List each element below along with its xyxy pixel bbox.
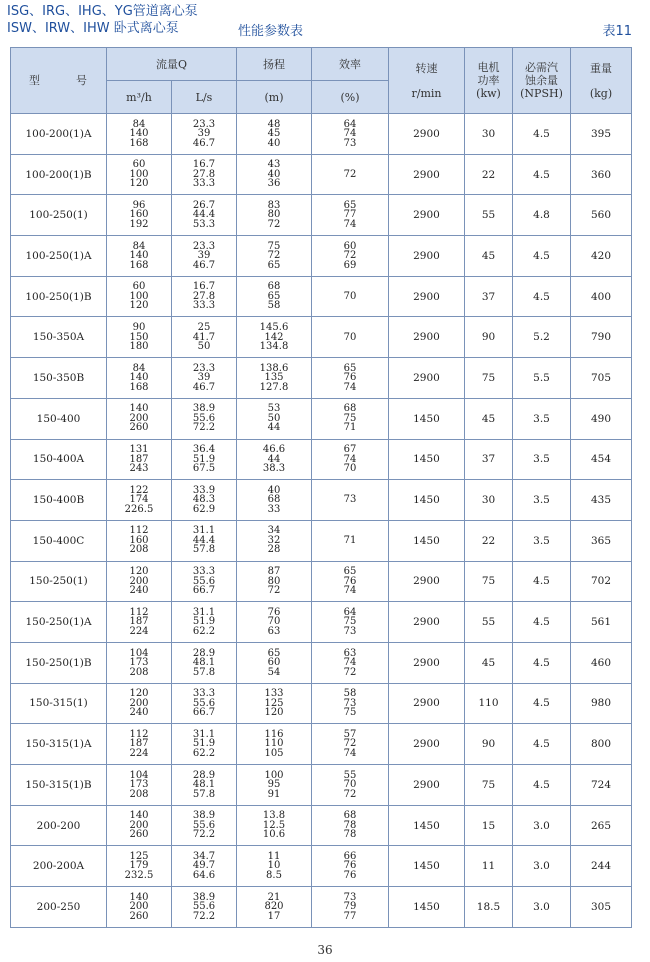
cell-head: 21 820 17 xyxy=(237,887,312,928)
cell-flow-m3h: 96 160 192 xyxy=(107,195,172,236)
cell-speed: 2900 xyxy=(389,724,465,765)
cell-flow-m3h: 112 160 208 xyxy=(107,520,172,561)
cell-weight: 435 xyxy=(571,480,632,521)
cell-motor-power: 15 xyxy=(465,805,513,846)
cell-motor-power: 45 xyxy=(465,642,513,683)
cell-head: 133 125 120 xyxy=(237,683,312,724)
cell-head: 116 110 105 xyxy=(237,724,312,765)
cell-speed: 2900 xyxy=(389,683,465,724)
table-subtitle: 性能参数表 xyxy=(238,24,304,39)
cell-flow-ls: 38.9 55.6 72.2 xyxy=(172,887,237,928)
cell-motor-power: 45 xyxy=(465,236,513,277)
cell-flow-ls: 33.3 55.6 66.7 xyxy=(172,683,237,724)
cell-npsh: 4.5 xyxy=(513,114,571,155)
cell-npsh: 4.5 xyxy=(513,642,571,683)
cell-motor-power: 90 xyxy=(465,317,513,358)
cell-flow-m3h: 120 200 240 xyxy=(107,561,172,602)
cell-head: 11 10 8.5 xyxy=(237,846,312,887)
cell-model: 150-315(1) xyxy=(11,683,107,724)
cell-motor-power: 75 xyxy=(465,561,513,602)
cell-speed: 2900 xyxy=(389,236,465,277)
cell-flow-m3h: 90 150 180 xyxy=(107,317,172,358)
cell-weight: 305 xyxy=(571,887,632,928)
cell-model: 150-350A xyxy=(11,317,107,358)
cell-flow-m3h: 140 200 260 xyxy=(107,398,172,439)
cell-head: 40 68 33 xyxy=(237,480,312,521)
cell-efficiency: 57 72 74 xyxy=(312,724,389,765)
table-row xyxy=(11,317,632,358)
cell-flow-m3h: 125 179 232.5 xyxy=(107,846,172,887)
cell-head: 145.6 142 134.8 xyxy=(237,317,312,358)
cell-flow-ls: 33.9 48.3 62.9 xyxy=(172,480,237,521)
cell-motor-power: 90 xyxy=(465,724,513,765)
col-header-flow-ls: L/s xyxy=(172,81,237,114)
cell-npsh: 3.0 xyxy=(513,846,571,887)
cell-weight: 400 xyxy=(571,276,632,317)
cell-efficiency: 60 72 69 xyxy=(312,236,389,277)
table-number: 表11 xyxy=(602,24,632,39)
cell-head: 53 50 44 xyxy=(237,398,312,439)
cell-flow-ls: 28.9 48.1 57.8 xyxy=(172,642,237,683)
col-header-flow-m3h: m³/h xyxy=(107,81,172,114)
cell-flow-ls: 38.9 55.6 72.2 xyxy=(172,805,237,846)
cell-motor-power: 11 xyxy=(465,846,513,887)
cell-efficiency: 65 76 74 xyxy=(312,561,389,602)
cell-speed: 1450 xyxy=(389,805,465,846)
cell-flow-ls: 31.1 51.9 62.2 xyxy=(172,724,237,765)
col-header-motor-power: 电机 功率 (kw) xyxy=(465,48,513,114)
cell-model: 100-250(1) xyxy=(11,195,107,236)
catalog-title xyxy=(7,3,198,37)
cell-motor-power: 30 xyxy=(465,114,513,155)
cell-speed: 2900 xyxy=(389,154,465,195)
cell-motor-power: 45 xyxy=(465,398,513,439)
table-row xyxy=(11,358,632,399)
cell-flow-ls: 31.1 44.4 57.8 xyxy=(172,520,237,561)
cell-motor-power: 22 xyxy=(465,154,513,195)
cell-head: 65 60 54 xyxy=(237,642,312,683)
cell-model: 150-400A xyxy=(11,439,107,480)
cell-flow-m3h: 122 174 226.5 xyxy=(107,480,172,521)
cell-flow-ls: 28.9 48.1 57.8 xyxy=(172,765,237,806)
cell-motor-power: 55 xyxy=(465,602,513,643)
table-row xyxy=(11,683,632,724)
table-row xyxy=(11,602,632,643)
cell-weight: 980 xyxy=(571,683,632,724)
cell-model: 200-200A xyxy=(11,846,107,887)
table-row xyxy=(11,114,632,155)
cell-head: 68 65 58 xyxy=(237,276,312,317)
cell-npsh: 5.2 xyxy=(513,317,571,358)
cell-flow-m3h: 60 100 120 xyxy=(107,276,172,317)
cell-efficiency: 65 76 74 xyxy=(312,358,389,399)
cell-npsh: 4.5 xyxy=(513,683,571,724)
cell-model: 150-250(1)B xyxy=(11,642,107,683)
cell-head: 87 80 72 xyxy=(237,561,312,602)
col-header-head: 扬程 xyxy=(237,48,312,81)
cell-model: 200-250 xyxy=(11,887,107,928)
cell-efficiency: 71 xyxy=(312,520,389,561)
cell-efficiency: 68 78 78 xyxy=(312,805,389,846)
cell-model: 150-250(1)A xyxy=(11,602,107,643)
cell-npsh: 4.5 xyxy=(513,276,571,317)
cell-motor-power: 18.5 xyxy=(465,887,513,928)
cell-head: 83 80 72 xyxy=(237,195,312,236)
cell-weight: 705 xyxy=(571,358,632,399)
cell-speed: 1450 xyxy=(389,480,465,521)
cell-efficiency: 67 74 70 xyxy=(312,439,389,480)
cell-motor-power: 75 xyxy=(465,358,513,399)
cell-model: 150-250(1) xyxy=(11,561,107,602)
cell-flow-ls: 25 41.7 50 xyxy=(172,317,237,358)
cell-flow-ls: 31.1 51.9 62.2 xyxy=(172,602,237,643)
cell-flow-m3h: 112 187 224 xyxy=(107,724,172,765)
cell-speed: 2900 xyxy=(389,561,465,602)
table-row xyxy=(11,195,632,236)
cell-flow-m3h: 120 200 240 xyxy=(107,683,172,724)
cell-flow-m3h: 140 200 260 xyxy=(107,887,172,928)
cell-weight: 265 xyxy=(571,805,632,846)
cell-weight: 490 xyxy=(571,398,632,439)
cell-flow-ls: 34.7 49.7 64.6 xyxy=(172,846,237,887)
cell-motor-power: 55 xyxy=(465,195,513,236)
table-row xyxy=(11,276,632,317)
cell-speed: 1450 xyxy=(389,887,465,928)
cell-npsh: 4.8 xyxy=(513,195,571,236)
cell-flow-ls: 26.7 44.4 53.3 xyxy=(172,195,237,236)
cell-npsh: 4.5 xyxy=(513,561,571,602)
cell-model: 100-250(1)A xyxy=(11,236,107,277)
cell-head: 48 45 40 xyxy=(237,114,312,155)
cell-npsh: 4.5 xyxy=(513,724,571,765)
cell-model: 150-400 xyxy=(11,398,107,439)
cell-flow-m3h: 84 140 168 xyxy=(107,358,172,399)
cell-npsh: 5.5 xyxy=(513,358,571,399)
table-row xyxy=(11,236,632,277)
title-line-2: ISW、IRW、IHW 卧式离心泵 xyxy=(7,21,179,36)
cell-weight: 561 xyxy=(571,602,632,643)
col-header-efficiency: 效率 xyxy=(312,48,389,81)
cell-head: 75 72 65 xyxy=(237,236,312,277)
cell-efficiency: 73 xyxy=(312,480,389,521)
cell-speed: 2900 xyxy=(389,358,465,399)
cell-flow-ls: 38.9 55.6 72.2 xyxy=(172,398,237,439)
cell-speed: 2900 xyxy=(389,276,465,317)
cell-speed: 1450 xyxy=(389,439,465,480)
cell-efficiency: 68 75 71 xyxy=(312,398,389,439)
cell-model: 200-200 xyxy=(11,805,107,846)
cell-efficiency: 65 77 74 xyxy=(312,195,389,236)
cell-model: 100-200(1)A xyxy=(11,114,107,155)
cell-weight: 790 xyxy=(571,317,632,358)
table-row xyxy=(11,724,632,765)
table-row xyxy=(11,439,632,480)
cell-speed: 2900 xyxy=(389,114,465,155)
cell-speed: 2900 xyxy=(389,642,465,683)
cell-flow-ls: 16.7 27.8 33.3 xyxy=(172,154,237,195)
cell-speed: 1450 xyxy=(389,398,465,439)
cell-efficiency: 72 xyxy=(312,154,389,195)
cell-flow-ls: 33.3 55.6 66.7 xyxy=(172,561,237,602)
cell-weight: 365 xyxy=(571,520,632,561)
cell-flow-ls: 36.4 51.9 67.5 xyxy=(172,439,237,480)
table-row xyxy=(11,520,632,561)
cell-flow-m3h: 84 140 168 xyxy=(107,114,172,155)
cell-weight: 724 xyxy=(571,765,632,806)
cell-weight: 395 xyxy=(571,114,632,155)
cell-weight: 360 xyxy=(571,154,632,195)
cell-motor-power: 75 xyxy=(465,765,513,806)
cell-efficiency: 66 76 76 xyxy=(312,846,389,887)
cell-model: 150-400B xyxy=(11,480,107,521)
cell-weight: 702 xyxy=(571,561,632,602)
cell-flow-ls: 23.3 39 46.7 xyxy=(172,358,237,399)
cell-efficiency: 70 xyxy=(312,276,389,317)
cell-weight: 454 xyxy=(571,439,632,480)
cell-npsh: 3.5 xyxy=(513,520,571,561)
cell-head: 46.6 44 38.3 xyxy=(237,439,312,480)
col-header-npsh: 必需汽 蚀余量 (NPSH) xyxy=(513,48,571,114)
cell-speed: 2900 xyxy=(389,317,465,358)
cell-motor-power: 110 xyxy=(465,683,513,724)
cell-npsh: 4.5 xyxy=(513,236,571,277)
cell-flow-m3h: 104 173 208 xyxy=(107,765,172,806)
col-header-head-unit: (m) xyxy=(237,81,312,114)
cell-head: 100 95 91 xyxy=(237,765,312,806)
cell-npsh: 3.5 xyxy=(513,480,571,521)
table-body xyxy=(11,114,632,928)
cell-weight: 560 xyxy=(571,195,632,236)
cell-npsh: 3.0 xyxy=(513,887,571,928)
table-row xyxy=(11,561,632,602)
cell-efficiency: 63 74 72 xyxy=(312,642,389,683)
cell-efficiency: 70 xyxy=(312,317,389,358)
cell-weight: 244 xyxy=(571,846,632,887)
cell-speed: 1450 xyxy=(389,846,465,887)
table-row xyxy=(11,154,632,195)
col-header-eff-unit: (%) xyxy=(312,81,389,114)
table-row xyxy=(11,765,632,806)
cell-model: 150-315(1)A xyxy=(11,724,107,765)
cell-head: 43 40 36 xyxy=(237,154,312,195)
cell-motor-power: 37 xyxy=(465,439,513,480)
cell-flow-m3h: 104 173 208 xyxy=(107,642,172,683)
cell-motor-power: 37 xyxy=(465,276,513,317)
cell-efficiency: 73 79 77 xyxy=(312,887,389,928)
cell-flow-m3h: 60 100 120 xyxy=(107,154,172,195)
table-row xyxy=(11,480,632,521)
cell-model: 150-400C xyxy=(11,520,107,561)
cell-model: 100-200(1)B xyxy=(11,154,107,195)
table-row xyxy=(11,398,632,439)
cell-model: 150-350B xyxy=(11,358,107,399)
cell-efficiency: 55 70 72 xyxy=(312,765,389,806)
cell-motor-power: 30 xyxy=(465,480,513,521)
cell-npsh: 3.5 xyxy=(513,439,571,480)
cell-flow-ls: 23.3 39 46.7 xyxy=(172,114,237,155)
cell-speed: 2900 xyxy=(389,602,465,643)
table-row xyxy=(11,805,632,846)
cell-npsh: 4.5 xyxy=(513,765,571,806)
cell-model: 100-250(1)B xyxy=(11,276,107,317)
cell-speed: 2900 xyxy=(389,765,465,806)
cell-npsh: 3.5 xyxy=(513,398,571,439)
cell-head: 34 32 28 xyxy=(237,520,312,561)
cell-weight: 420 xyxy=(571,236,632,277)
cell-motor-power: 22 xyxy=(465,520,513,561)
cell-flow-m3h: 112 187 224 xyxy=(107,602,172,643)
cell-weight: 460 xyxy=(571,642,632,683)
cell-npsh: 3.0 xyxy=(513,805,571,846)
col-header-model: 型 号 xyxy=(11,48,107,114)
cell-flow-ls: 16.7 27.8 33.3 xyxy=(172,276,237,317)
cell-flow-m3h: 84 140 168 xyxy=(107,236,172,277)
cell-efficiency: 64 74 73 xyxy=(312,114,389,155)
cell-efficiency: 58 73 75 xyxy=(312,683,389,724)
cell-flow-m3h: 140 200 260 xyxy=(107,805,172,846)
col-header-speed: 转速 r/min xyxy=(389,48,465,114)
cell-speed: 1450 xyxy=(389,520,465,561)
cell-head: 138.6 135 127.8 xyxy=(237,358,312,399)
cell-efficiency: 64 75 73 xyxy=(312,602,389,643)
table-row xyxy=(11,642,632,683)
cell-weight: 800 xyxy=(571,724,632,765)
cell-flow-m3h: 131 187 243 xyxy=(107,439,172,480)
cell-head: 76 70 63 xyxy=(237,602,312,643)
cell-model: 150-315(1)B xyxy=(11,765,107,806)
table-row xyxy=(11,887,632,928)
col-header-weight: 重量 (kg) xyxy=(571,48,632,114)
cell-flow-ls: 23.3 39 46.7 xyxy=(172,236,237,277)
cell-npsh: 4.5 xyxy=(513,602,571,643)
cell-npsh: 4.5 xyxy=(513,154,571,195)
performance-table xyxy=(10,47,632,928)
cell-speed: 2900 xyxy=(389,195,465,236)
table-row xyxy=(11,846,632,887)
title-line-1: ISG、IRG、IHG、YG管道离心泵 xyxy=(7,4,198,19)
col-header-flow: 流量Q xyxy=(107,48,237,81)
cell-head: 13.8 12.5 10.6 xyxy=(237,805,312,846)
page-number: 36 xyxy=(317,943,333,957)
